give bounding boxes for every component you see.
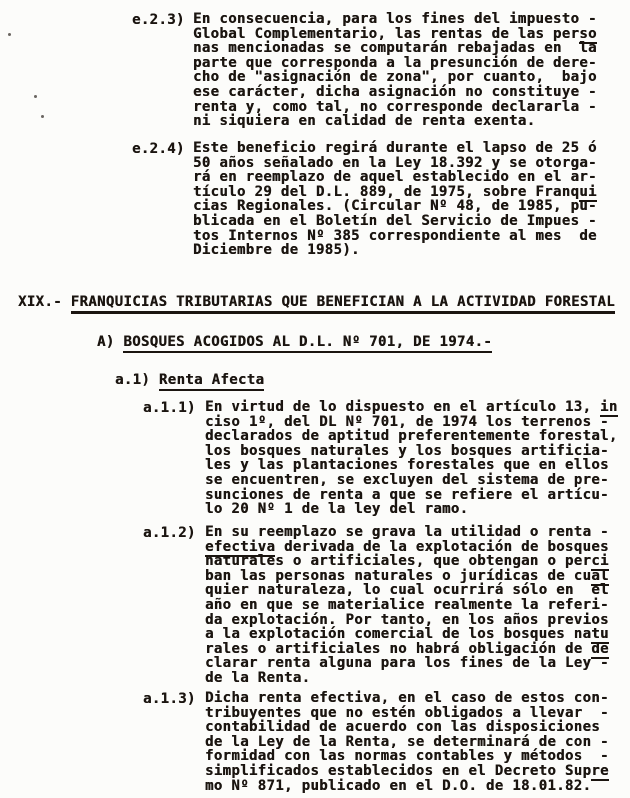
text-line [205,706,609,721]
text-segment: in [600,399,618,415]
text-line [193,170,597,185]
heading-number: XIX.- [18,294,62,310]
scan-speck [8,33,11,36]
text-line [205,764,609,779]
paragraph-lines [205,691,609,793]
paragraph-e-2-3 [132,12,597,129]
text-line [193,56,597,71]
text-line [193,229,597,244]
text-segment: rá en reemplazo de aquel establecido en el ar- [193,169,597,186]
text-line [205,691,609,706]
text-line [193,156,597,171]
text-line [205,779,609,794]
text-segment: Global Complementario, las rentas de las per [193,25,580,42]
text-segment: parte que corresponda a la presunción de dere- [193,54,597,71]
text-segment: tos Internos Nº 385 correspondiente al mes de [193,227,597,244]
text-segment: a la explotación comercial de los bosques na [205,626,592,643]
heading-number: A) [97,334,115,350]
text-line [205,735,609,750]
item-label: a.1.2) [143,525,196,541]
paragraph-a-1-3 [143,691,609,793]
text-segment: quier naturaleza, lo cual ocurrirá sólo en el [205,582,609,599]
text-line [205,613,609,628]
text-segment: tículo 29 del D.L. 889, de 1975, sobre Franq [193,183,580,200]
text-segment: contabilidad de acuerdo con las disposiciones [205,719,601,736]
text-segment: año en que se materialice realmente la referi- [205,596,609,613]
text-line [193,27,597,42]
text-line [193,114,597,129]
text-segment: da explotación. Por tanto, en los años previos [205,611,609,628]
heading-number: a.1) [115,372,151,388]
text-line [193,85,597,100]
paragraph-lines [205,525,609,686]
paragraph-a-1-2 [143,525,609,686]
text-segment: de la Ley de la Renta, se determinará de con - [205,733,609,750]
text-segment: efectiva [205,538,276,555]
subsection-heading-a [97,335,492,350]
heading-title: Renta Afecta [159,372,264,391]
text-line [205,400,618,415]
text-segment: declarados de aptitud preferentemente forestal, [205,428,618,445]
text-line [205,458,618,473]
text-segment: ciso 1º, del DL Nº 701, de 1974 los terrenos - [205,413,609,430]
scan-speck [34,95,37,98]
text-line [205,554,609,569]
text-segment: les y las plantaciones forestales que en ellos [205,457,609,474]
text-segment: En su reemplazo se grava la utilidad o renta - [205,524,609,540]
text-line [205,444,618,459]
text-segment: cho de "asignación de zona", por cuanto, bajo [193,69,597,86]
text-segment: ni siquiera en calidad de renta exenta. [193,113,536,130]
subsection-heading-a-1 [115,373,264,388]
text-segment: nas mencionadas se computarán rebajadas en la [193,40,597,57]
item-label: e.2.3) [132,12,185,28]
text-line [205,429,618,444]
text-line [205,502,618,517]
item-label: a.1.1) [143,400,196,416]
text-line [193,243,597,258]
text-segment: En consecuencia, para los fines del impuesto - [193,11,597,27]
paragraph-lines [193,12,597,129]
text-segment: renta y, como tal, no corresponde declararla - [193,98,597,115]
text-segment: se encuentren, se excluyen del sistema de pre- [205,471,609,488]
text-segment: Diciembre de 1985). [193,242,360,259]
text-segment: simplificados establecidos en el Decreto Sup [205,762,592,779]
text-line [193,214,597,229]
text-segment: Este beneficio regirá durante el lapso de 25 ó [193,140,597,156]
text-line [205,627,609,642]
text-line [205,569,609,584]
text-segment: tu [591,626,609,643]
item-label: a.1.3) [143,691,196,707]
text-segment: derivada de la explotación de bosques [275,538,609,555]
paragraph-lines [205,400,618,517]
text-segment: los bosques naturales y los bosques artificia- [205,442,609,459]
text-line [205,525,609,540]
text-line [205,473,618,488]
text-line [205,720,609,735]
text-line [205,598,609,613]
text-segment: En virtud de lo dispuesto en el artículo 13, [205,399,601,415]
text-segment: 50 años señalado en la Ley 18.392 y se otorga- [193,154,597,171]
text-segment: ban las personas naturales o jurídicas de cu [205,567,592,584]
text-segment: ese carácter, dicha asignación no constituye - [193,83,597,100]
text-line [205,642,609,657]
text-line [205,656,609,671]
text-line [205,671,609,686]
text-segment: Dicha renta efectiva, en el caso de estos con- [205,690,609,706]
text-segment: naturales o artificiales, que obtengan o per [205,553,592,570]
scan-speck [41,115,44,118]
text-segment: mo Nº 871, publicado en el D.O. de 18.01.82. [205,777,592,794]
text-segment: al [591,567,609,584]
heading-title: BOSQUES ACOGIDOS AL D.L. Nº 701, DE 1974.- [123,334,492,353]
text-line [193,70,597,85]
text-segment: tribuyentes que no estén obligados a llevar - [205,704,609,721]
paragraph-e-2-4 [132,141,597,258]
text-line [205,749,609,764]
text-segment: formidad con las normas contables y métodos - [205,748,609,765]
text-line [193,41,597,56]
text-segment: cias Regionales. (Circular Nº 48, de 1985, pu- [193,198,597,215]
text-segment: de la Renta. [205,669,311,686]
section-heading-xix [18,295,615,310]
text-line [205,583,609,598]
text-line [193,12,597,27]
text-line [193,100,597,115]
text-segment: clarar renta alguna para los fines de la Ley - [205,655,609,672]
paragraph-a-1-1 [143,400,618,517]
text-segment: ui [579,183,597,200]
text-segment: lo 20 Nº 1 de la ley del ramo. [205,501,469,518]
text-segment: ci [591,553,609,570]
text-segment: de [591,640,609,657]
heading-title: FRANQUICIAS TRIBUTARIAS QUE BENEFICIAN A LA ACTIVIDAD FORESTAL [71,294,615,314]
text-line [205,540,609,555]
text-segment: sunciones de renta a que se refiere el artícu- [205,486,609,503]
text-segment: re [591,762,609,779]
text-line [193,141,597,156]
item-label: e.2.4) [132,141,185,157]
text-line [205,415,618,430]
text-segment: blicada en el Boletín del Servicio de Impues - [193,212,597,229]
text-line [205,488,618,503]
text-line [193,185,597,200]
text-segment: rales o artificiales no habrá obligación de [205,640,592,657]
text-line [193,199,597,214]
paragraph-lines [193,141,597,258]
text-segment: so [579,25,597,42]
